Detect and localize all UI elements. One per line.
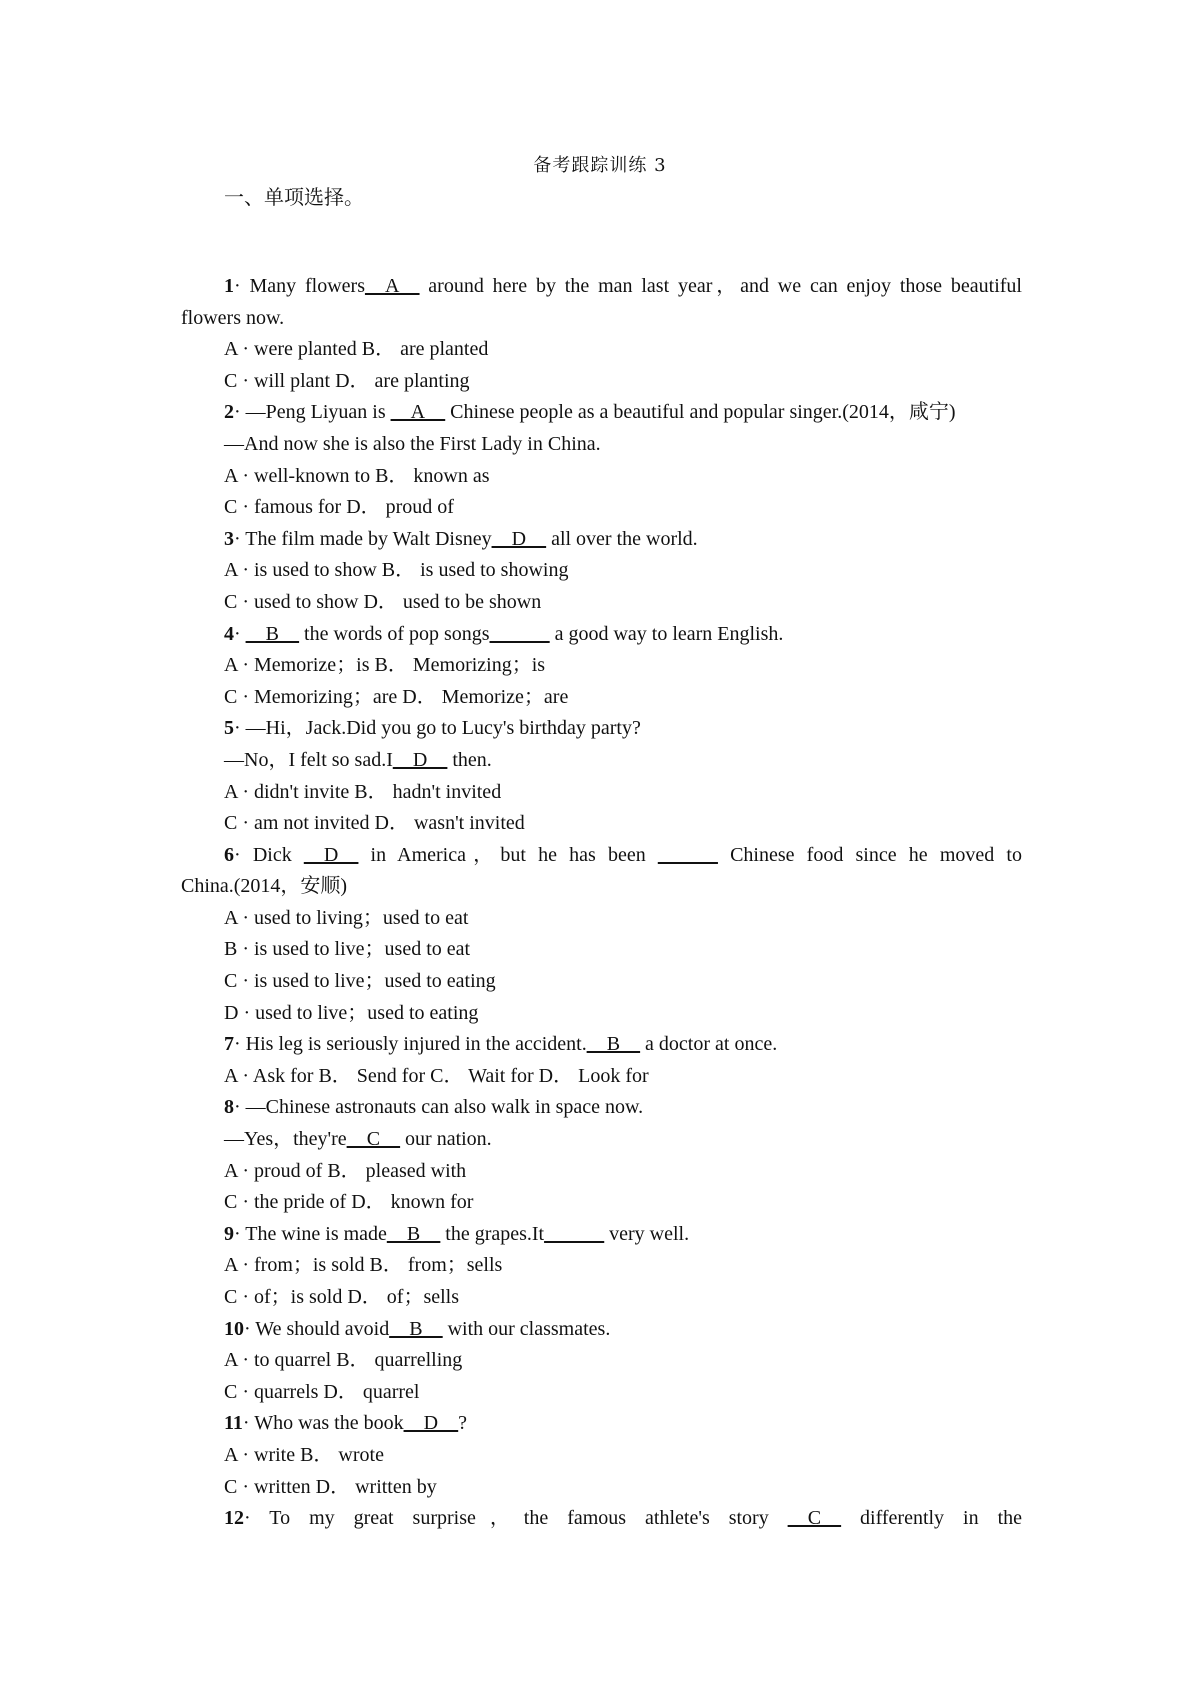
question-line: China.(2014，安顺) — [181, 875, 348, 898]
question-4: 4· __B__ the words of pop songs______ a good way to learn English. — [224, 622, 784, 645]
question-number: 4 — [224, 622, 234, 645]
option-line: C · am not invited D． wasn't invited — [224, 812, 525, 835]
question-6: 6· Dick __D__ in America，but he has been ______ Chinese food since he moved to — [224, 843, 1022, 866]
question-5: 5· —Hi，Jack.Did you go to Lucy's birthday party? — [224, 717, 641, 740]
question-number: 9 — [224, 1222, 234, 1245]
question-list — [181, 271, 1022, 1535]
question-number: 3 — [224, 527, 234, 550]
answer: __C__ — [787, 1507, 842, 1530]
question-9: 9· The wine is made__B__ the grapes.It______ very well. — [224, 1222, 690, 1245]
answer: __A__ — [365, 275, 420, 297]
blank: ______ — [489, 622, 550, 645]
answer: __D__ — [392, 748, 448, 771]
question-line: —No，I felt so sad.I__D__ then. — [224, 748, 492, 771]
option-line: A · Ask for B． Send for C． Wait for D． Look for — [224, 1064, 649, 1087]
option-line: A · didn't invite B． hadn't invited — [224, 780, 502, 803]
option-line: A · well-known to B． known as — [224, 464, 490, 487]
answer: __B__ — [245, 622, 300, 645]
blank: ______ — [657, 843, 718, 866]
question-10: 10· We should avoid__B__ with our classmates. — [224, 1317, 611, 1340]
question-number: 10 — [224, 1317, 244, 1340]
question-number: 8 — [224, 1096, 234, 1119]
option-line: C · the pride of D． known for — [224, 1191, 474, 1214]
blank: ______ — [544, 1222, 605, 1245]
option-line: C · of；is sold D． of；sells — [224, 1286, 459, 1308]
question-1: 1· Many flowers__A__ around here by the man last year，and we can enjoy those beautiful — [224, 275, 1022, 297]
answer: __D__ — [403, 1412, 459, 1435]
option-line: A · were planted B． are planted — [224, 338, 489, 361]
question-number: 11 — [224, 1412, 243, 1435]
question-line: flowers now. — [181, 306, 285, 329]
answer: __C__ — [346, 1128, 401, 1151]
question-2: 2· —Peng Liyuan is __A__ Chinese people as a beautiful and popular singer.(2014，咸宁) — [224, 401, 956, 424]
answer: __D__ — [303, 843, 359, 866]
question-8: 8· —Chinese astronauts can also walk in space now. — [224, 1096, 644, 1119]
answer: __B__ — [586, 1033, 641, 1056]
option-line: C · famous for D． proud of — [224, 496, 454, 519]
question-number: 2 — [224, 401, 234, 424]
question-number: 12 — [224, 1507, 244, 1530]
question-3: 3· The film made by Walt Disney__D__ all over the world. — [224, 527, 698, 550]
question-line: —Yes，they're__C__ our nation. — [224, 1128, 492, 1151]
option-line: C · written D． written by — [224, 1475, 437, 1498]
page-title: 备考跟踪训练 3 — [533, 155, 667, 176]
question-12: 12· To my great surprise，the famous athlete's story __C__ differently in the — [224, 1507, 1022, 1530]
question-number: 7 — [224, 1033, 234, 1056]
question-11: 11· Who was the book__D__? — [224, 1412, 467, 1435]
question-number: 6 — [224, 843, 234, 866]
answer: __A__ — [390, 401, 446, 424]
question-number: 1 — [224, 275, 234, 297]
question-7: 7· His leg is seriously injured in the accident.__B__ a doctor at once. — [224, 1033, 778, 1056]
option-line: A · used to living；used to eat — [224, 906, 469, 929]
section-heading: 一、单项选择。 — [224, 185, 364, 209]
question-line: —And now she is also the First Lady in China. — [224, 432, 601, 455]
question-number: 5 — [224, 717, 234, 740]
answer: __D__ — [491, 527, 547, 550]
option-line: C · used to show D． used to be shown — [224, 590, 542, 613]
answer: __B__ — [386, 1222, 441, 1245]
option-line: A · is used to show B． is used to showing — [224, 559, 569, 582]
option-line: C · is used to live；used to eating — [224, 970, 496, 993]
option-line: A · from；is sold B． from；sells — [224, 1254, 503, 1277]
option-line: C · quarrels D． quarrel — [224, 1380, 420, 1403]
option-line: A · proud of B． pleased with — [224, 1159, 467, 1182]
option-line: A · Memorize；is B． Memorizing；is — [224, 654, 546, 677]
option-line: C · will plant D． are planting — [224, 369, 470, 392]
option-line: B · is used to live；used to eat — [224, 938, 471, 961]
option-line: D · used to live；used to eating — [224, 1001, 479, 1024]
option-line: C · Memorizing；are D． Memorize；are — [224, 685, 569, 708]
option-line: A · to quarrel B． quarrelling — [224, 1349, 463, 1372]
option-line: A · write B． wrote — [224, 1443, 384, 1466]
answer: __B__ — [389, 1317, 443, 1340]
